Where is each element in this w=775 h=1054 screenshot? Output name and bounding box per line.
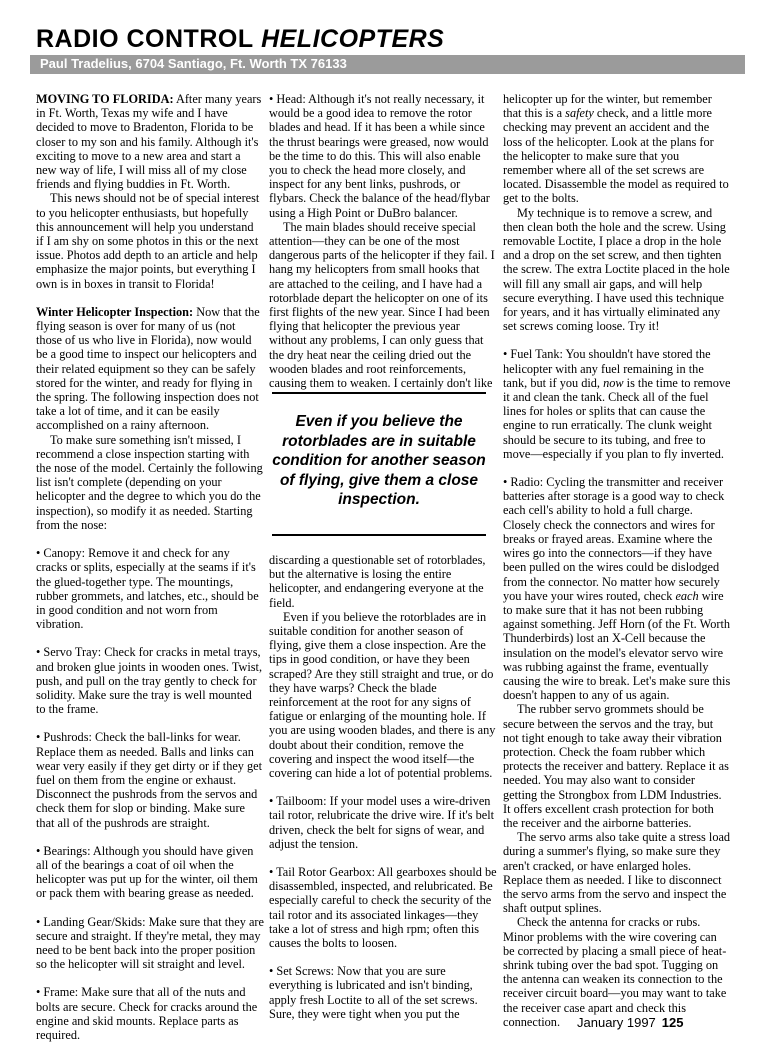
column-2-top bbox=[269, 92, 497, 390]
item-frame: • Frame: Make sure that all of the nuts and bolts are secure. Check for cracks around the engine and skid mounts. Replace parts as required. bbox=[36, 985, 258, 1042]
paragraph-moving bbox=[36, 92, 264, 191]
heading-moving: MOVING TO FLORIDA: bbox=[36, 92, 174, 106]
text-fuel-a: • Fuel Tank: You shouldn't have stored the helicopter with any fuel remaining in the tank, but if you did, bbox=[503, 347, 711, 390]
paragraph-set-screws-cont bbox=[503, 92, 731, 206]
emphasis-safety: safety bbox=[565, 106, 594, 121]
author-byline: Paul Tradelius, 6704 Santiago, Ft. Worth TX 76133 bbox=[40, 56, 347, 71]
title-italic: HELICOPTERS bbox=[261, 25, 445, 53]
pull-quote-text: Even if you believe the rotorblades are in suitable condition for another season of flying, give them a close inspection. bbox=[272, 413, 486, 508]
paragraph-inspection-intro: To make sure something isn't missed, I recommend a close inspection starting with the nose of the model. Certainly the following list isn't complete (depending on your helicopter and the degree to which you do the inspection), so modify it as needed. Starting from the nose: bbox=[36, 432, 263, 532]
paragraph-servo-arms: The servo arms also take quite a stress load during a summer's flying, so make sure they aren't cracked, or have enlarged holes. Replace them as needed. I like to disconnect the servo arms from the servo and inspect the shaft output splines. bbox=[503, 830, 731, 916]
text-fuel-b: is the time to remove it and clean the tank. Check all of the fuel lines for holes or splits that can cause the engine to run erratically. The clunk weight should be secure to its tubing, and free to move—especially if you plan to fly inverted. bbox=[503, 375, 731, 461]
item-canopy: • Canopy: Remove it and check for any cracks or splits, especially at the seams if it's the glued-together type. The mountings, rubber grommets, and latches, etc., should be in good condition and not worn from vibration. bbox=[36, 546, 259, 632]
item-radio bbox=[503, 475, 731, 702]
column-1 bbox=[36, 92, 264, 1042]
item-set-screws: • Set Screws: Now that you are sure everything is lubricated and isn't binding, apply fresh Loctite to all of the set screws. Sure, they were tight when you put the bbox=[269, 964, 478, 1021]
paragraph-main-blades: The main blades should receive special attention—they can be one of the most dangerous parts of the helicopter if they fail. I hang my helicopters from small hooks that are attached to the ceiling, and I have had a rotorblade depart the helicopter on one of its first flights of the new year. Since I had been flying that helicopter the previous year without any problems, I can only guess that the dry heat near the ceiling dried out the wooden blades and root reinforcements, causing them to weaken. I certainly don't like bbox=[269, 219, 495, 391]
text-moving: After many years in Ft. Worth, Texas my wife and I have decided to move to Bradenton, Florida to be closer to my son and his family. Although it's exciting to move to a new area and start a new way of life, I will miss all of my close friends and flying buddies in Ft. Worth. bbox=[36, 92, 262, 192]
item-bearings: • Bearings: Although you should have given all of the bearings a coat of oil when the helicopter was put up for the winter, oil them or pack them with bearing grease as needed. bbox=[36, 843, 258, 901]
item-tail-rotor-gearbox: • Tail Rotor Gearbox: All gearboxes should be disassembled, inspected, and relubricated. Be especially careful to check the security of the tail rotor and its associated linkages—they take a lot of stress and high rpm; often this causes the bolts to loosen. bbox=[269, 865, 497, 951]
issue-date: January 1997 bbox=[577, 1015, 656, 1030]
page-footer bbox=[577, 1015, 683, 1030]
text-cont-a: helicopter up for the winter, but remember that this is a bbox=[503, 92, 712, 121]
author-byline-bar bbox=[30, 55, 745, 74]
item-fuel-tank bbox=[503, 347, 731, 461]
pull-quote bbox=[272, 392, 486, 540]
emphasis-now: now bbox=[603, 375, 624, 390]
pull-quote-rule-top bbox=[272, 392, 486, 394]
paragraph-grommets: The rubber servo grommets should be secure between the servos and the tray, but not tight enough to take away their vibration protection. Check the foam rubber which protects the receiver and battery. Replace it as needed. You may also want to consider getting the Strongbox from LDM Industries. It offers excellent crash protection for both the receiver and the airborne batteries. bbox=[503, 702, 729, 830]
text-cont-b: check, and a little more checking may prevent an accident and the loss of the helicopter. Look at the plans for the helicopter to make sure that you remember where all of the set screws are located. Disassemble the model as required to get to the bolts. bbox=[503, 106, 729, 206]
emphasis-each: each bbox=[675, 588, 699, 603]
paragraph-even-if: Even if you believe the rotorblades are in suitable condition for another season of flying, give them a close inspection. Are the tips in good condition, or have they been scraped? Are they still straight and true, or do they have warps? Check the blade reinforcement at the root for any signs of fatigue or enlarging of the mounting hole. If you are using wooden blades, and there is any doubt about their condition, remove the covering and inspect the wood itself—the covering can hide a lot of potential problems. bbox=[269, 609, 496, 781]
title-main: RADIO CONTROL bbox=[36, 25, 254, 53]
page-number: 125 bbox=[661, 1015, 684, 1030]
heading-winter-inspection: Winter Helicopter Inspection: bbox=[36, 304, 194, 319]
item-tailboom: • Tailboom: If your model uses a wire-driven tail rotor, relubricate the drive wire. If it's belt driven, check the belt for signs of wear, and adjust the tension. bbox=[269, 794, 495, 851]
item-head: • Head: Although it's not really necessary, it would be a good idea to remove the rotor blades and head. If it has been a while since the thrust bearings were greased, now would be the time to do this. This will also enable you to check the head more closely, and inspect for any bent links, pushrods, or flybars. Check the balance of the head/flybar using a High Point or DuBro balancer. bbox=[269, 92, 490, 220]
text-radio-b: wire to make sure that it has not been rubbing against something. Jeff Horn (of the Ft. Worth Thunderbirds) lost an X-Cell because the insulation on the model's elevator servo wire was rubbing against the frame, eventually causing the wire to break. Let's make sure this doesn't happen to any of us again. bbox=[503, 588, 731, 703]
paragraph-antenna: Check the antenna for cracks or rubs. Minor problems with the wire covering can be corrected by placing a small piece of heat-shrink tubing over the bad spot. Tugging on the antenna can weaken its connection to the receiver circuit board—you may want to take the receiver case apart and check this connection. bbox=[503, 915, 727, 1029]
pull-quote-rule-bottom bbox=[272, 534, 486, 536]
paragraph-news: This news should not be of special interest to you helicopter enthusiasts, but hopefully this announcement will help you understand if I am shy on some photos in this or the next issue. Photos add depth to an article and help emphasize the major points, but everything I own is in boxes in transit to Florida! bbox=[36, 191, 260, 291]
column-2-bottom bbox=[269, 553, 497, 1021]
text-radio-a: • Radio: Cycling the transmitter and receiver batteries after storage is a good way to check each cell's ability to hold a full charge. Closely check the connectors and wires for breaks or frayed areas. Examine where the wires go into the connectors—if they have been pulled on the wires could be dislodged from the connector. No matter how securely you have your wires routed, check bbox=[503, 475, 725, 603]
column-3 bbox=[503, 92, 731, 1029]
text-winter: Now that the flying season is over for many of us (not those of us who live in Florida), now would be a good time to inspect our helicopters and their related equipment so they can be safely stored for the winter, and ready for flying in the spring. The following inspection does not take a lot of time, and it can be easily accomplished on a rainy afternoon. bbox=[36, 304, 260, 433]
paragraph-discarding: discarding a questionable set of rotorblades, but the alternative is losing the entire helicopter, and endangering everyone at the field. bbox=[269, 553, 486, 610]
paragraph-technique: My technique is to remove a screw, and then clean both the hole and the screw. Using removable Loctite, I place a drop in the hole and a drop on the set screw, and then tighten the screw. The extra Loctite placed in the hole will fill any small air gaps, and will help secure everything. I have used this technique for years, and it has virtually eliminated any set screws coming loose. Try it! bbox=[503, 205, 730, 334]
paragraph-winter bbox=[36, 305, 264, 433]
item-servo-tray: • Servo Tray: Check for cracks in metal trays, and broken glue joints in wooden ones. Twist, push, and pull on the tray gently to check for solidity. Make sure the tray is well mounted to the frame. bbox=[36, 645, 263, 717]
item-pushrods: • Pushrods: Check the ball-links for wear. Replace them as needed. Balls and links can wear very easily if they get dirty or if they get fuel on them from the engine or exhaust. Disconnect the pushrods from the servos and check them for slop or binding. Make sure that all of the pushrods are straight. bbox=[36, 730, 263, 830]
column-title bbox=[36, 25, 444, 54]
item-landing-gear: • Landing Gear/Skids: Make sure that they are secure and straight. If they're metal, they may need to be bent back into the proper position so the helicopter will sit straight and level. bbox=[36, 914, 264, 972]
